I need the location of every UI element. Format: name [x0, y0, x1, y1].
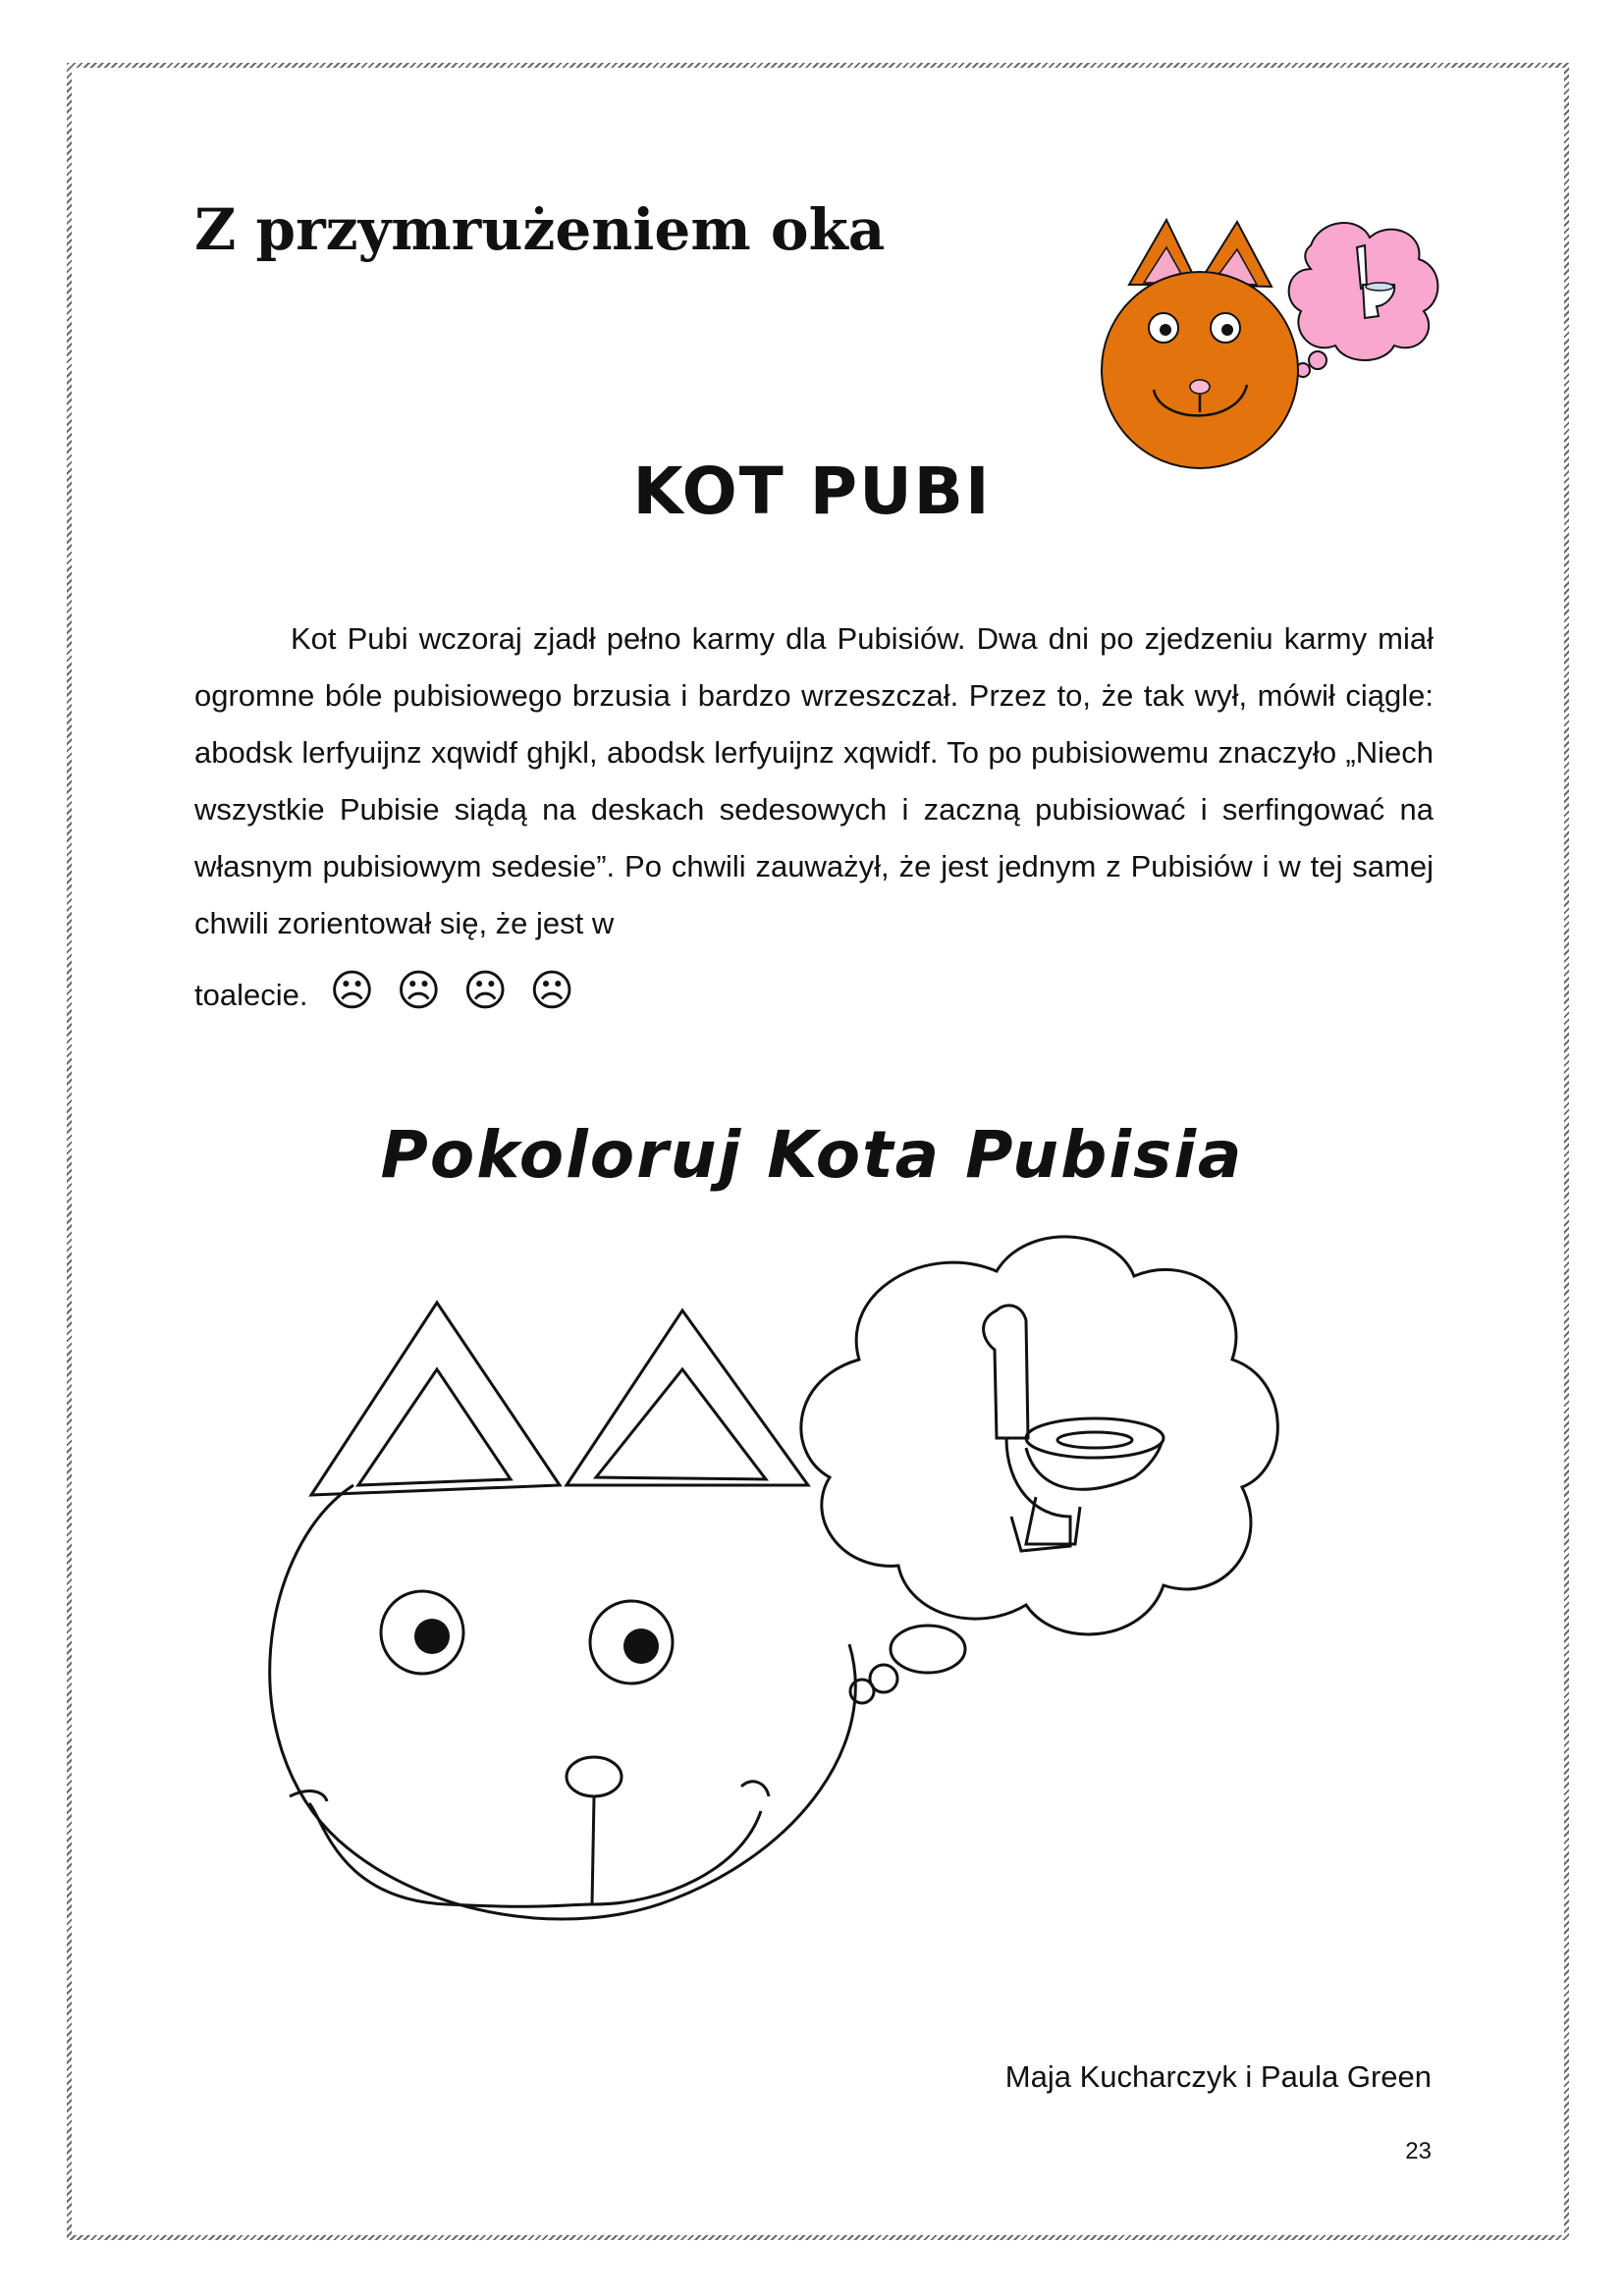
cat-coloring-outline [250, 1232, 1380, 1939]
cat-right-ear-outline [567, 1310, 808, 1485]
thought-cloud-outline [801, 1237, 1277, 1634]
cat-head-outline [270, 1485, 856, 1919]
thought-dot-1 [1309, 351, 1326, 369]
frown-icon: ☹ [462, 966, 509, 1016]
cat-nose [1190, 380, 1210, 394]
section-title: Z przymrużeniem oka [194, 196, 886, 263]
story-title: KOT PUBI [632, 454, 992, 529]
cat-nose-outline [567, 1757, 622, 1796]
story-paragraph: Kot Pubi wczoraj zjadł pełno karmy dla Pubisiów. Dwa dni po zjedzeniu karmy miał ogromne bóle pubisiowego brzusia i bardzo wrzeszczał. Przez to, że tak wył, mówił ciągle: abodsk lerfyuijnz xqwidf ghjkl, abodsk lerfyuijnz xqwidf. To po pubisiowemu znaczyło „Niech wszystkie Pubisie siądą na deskach sedesowych i zaczną pubisiować i serfingować na własnym pubisiowym sedesie”. Po chwili zauważył, że jest jednym z Pubisiów i w tej samej chwili zorientował się, że jest w [194, 621, 1434, 940]
cat-head [1102, 272, 1298, 468]
authors: Maja Kucharczyk i Paula Green [1004, 2059, 1432, 2094]
story-last-line [194, 966, 574, 1016]
frown-icon: ☹ [396, 966, 442, 1016]
cat-right-ear-inner-outline [596, 1369, 766, 1479]
thought-dot-outline [891, 1626, 965, 1673]
coloring-title: Pokoloruj Kota Pubisia [380, 1117, 1244, 1193]
cat-illustration-colored [1100, 208, 1473, 493]
story-last-word: toalecie. [194, 978, 308, 1012]
page-number: 23 [1405, 2138, 1432, 2164]
cat-left-ear-outline [311, 1303, 560, 1495]
frown-icon: ☹ [329, 966, 375, 1016]
toilet-icon-outline [984, 1306, 1164, 1551]
frown-icon: ☹ [529, 966, 574, 1016]
